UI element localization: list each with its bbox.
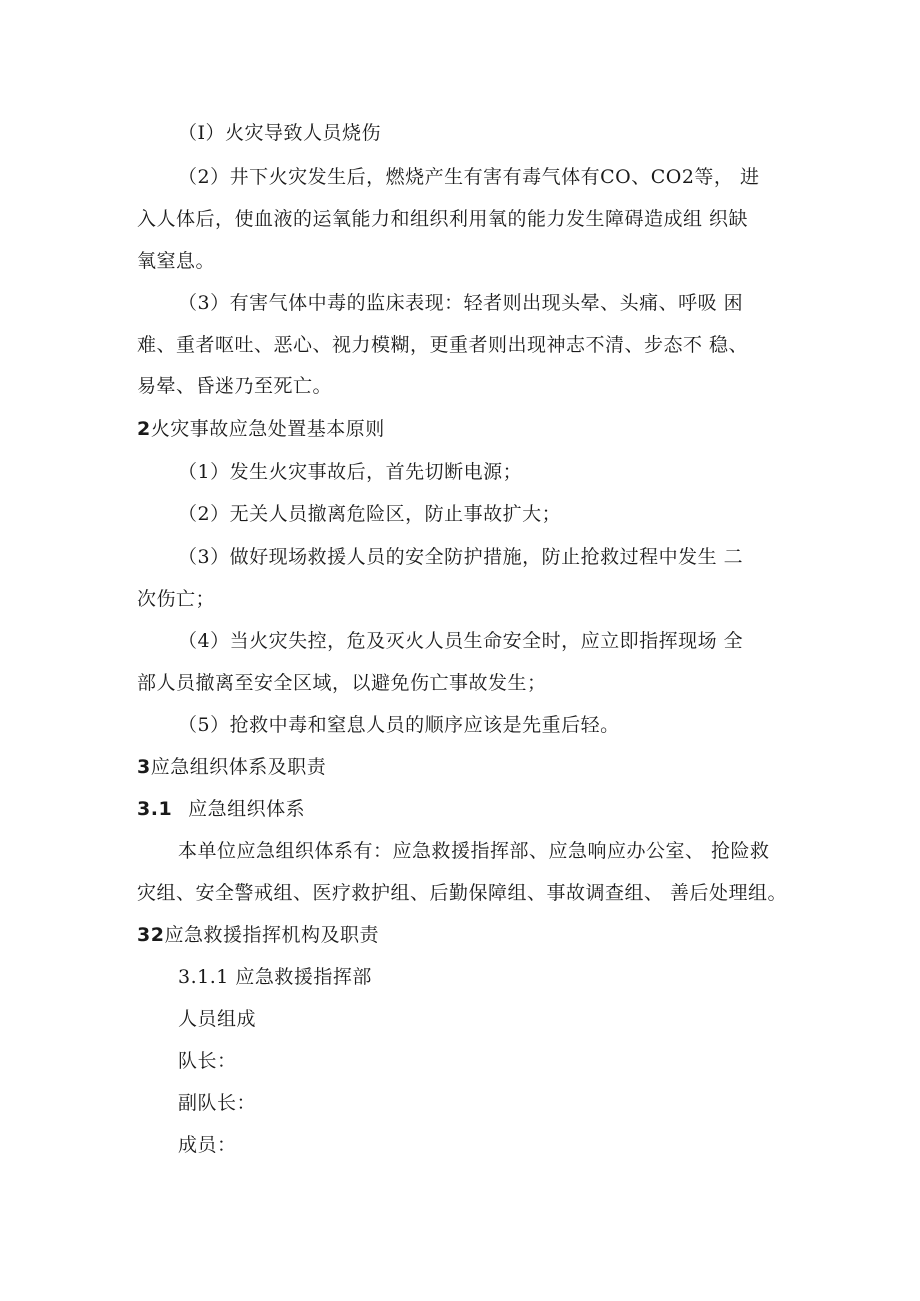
section-3-2-title: 应急救援指挥机构及职责 bbox=[164, 924, 379, 946]
principle-1: （1）发生火灾事故后，首先切断电源； bbox=[178, 461, 523, 483]
captain-label: 队长： bbox=[178, 1050, 237, 1072]
section-3-heading bbox=[137, 754, 326, 780]
section-3-1-heading bbox=[137, 796, 305, 822]
section-3-1-number: 3.1 bbox=[137, 798, 173, 820]
section-2-heading bbox=[137, 416, 385, 442]
members-label: 成员： bbox=[178, 1134, 237, 1156]
toxic-gas-line-3: 氧窒息。 bbox=[137, 250, 216, 272]
member-composition-label: 人员组成 bbox=[178, 1008, 257, 1030]
section-3-2-number: 32 bbox=[137, 924, 165, 946]
section-3-number: 3 bbox=[137, 756, 151, 778]
principle-3-line-1: （3）做好现场救援人员的安全防护措施，防止抢救过程中发生 二 bbox=[178, 546, 744, 568]
toxic-gas-line-1: （2）井下火灾发生后，燃烧产生有害有毒气体有CO、CO2等， 进 bbox=[178, 166, 760, 188]
section-2-title: 火灾事故应急处置基本原则 bbox=[150, 418, 385, 440]
section-2-number: 2 bbox=[137, 418, 151, 440]
vice-captain-label: 副队长： bbox=[178, 1092, 257, 1114]
section-3-title: 应急组织体系及职责 bbox=[150, 756, 327, 778]
org-system-line-1: 本单位应急组织体系有：应急救援指挥部、应急响应办公室、 抢险救 bbox=[178, 840, 770, 862]
org-system-line-2: 灾组、安全警戒组、医疗救护组、后勤保障组、事故调查组、 善后处理组。 bbox=[137, 882, 788, 904]
principle-4-line-2: 部人员撤离至安全区域，以避免伤亡事故发生； bbox=[137, 672, 547, 694]
principle-4-line-1: （4）当火灾失控，危及灭火人员生命安全时，应立即指挥现场 全 bbox=[178, 630, 744, 652]
burn-injury-line: （I）火灾导致人员烧伤 bbox=[178, 122, 382, 144]
principle-2: （2）无关人员撤离危险区，防止事故扩大； bbox=[178, 503, 562, 525]
toxic-gas-line-2: 入人体后，使血液的运氧能力和组织利用氧的能力发生障碍造成组 织缺 bbox=[137, 208, 749, 230]
poisoning-symptoms-line-3: 易晕、昏迷乃至死亡。 bbox=[137, 375, 333, 397]
section-3-1-title: 应急组织体系 bbox=[188, 798, 306, 820]
section-3-2-heading bbox=[137, 922, 379, 948]
principle-3-line-2: 次伤亡； bbox=[137, 588, 216, 610]
poisoning-symptoms-line-2: 难、重者呕吐、恶心、视力模糊，更重者则出现神志不清、步态不 稳、 bbox=[137, 334, 749, 356]
principle-5: （5）抢救中毒和窒息人员的顺序应该是先重后轻。 bbox=[178, 714, 620, 736]
poisoning-symptoms-line-1: （3）有害气体中毒的监床表现：轻者则出现头晕、头痛、呼吸 困 bbox=[178, 292, 744, 314]
section-3-1-1-heading: 3.1.1 应急救援指挥部 bbox=[178, 966, 372, 988]
